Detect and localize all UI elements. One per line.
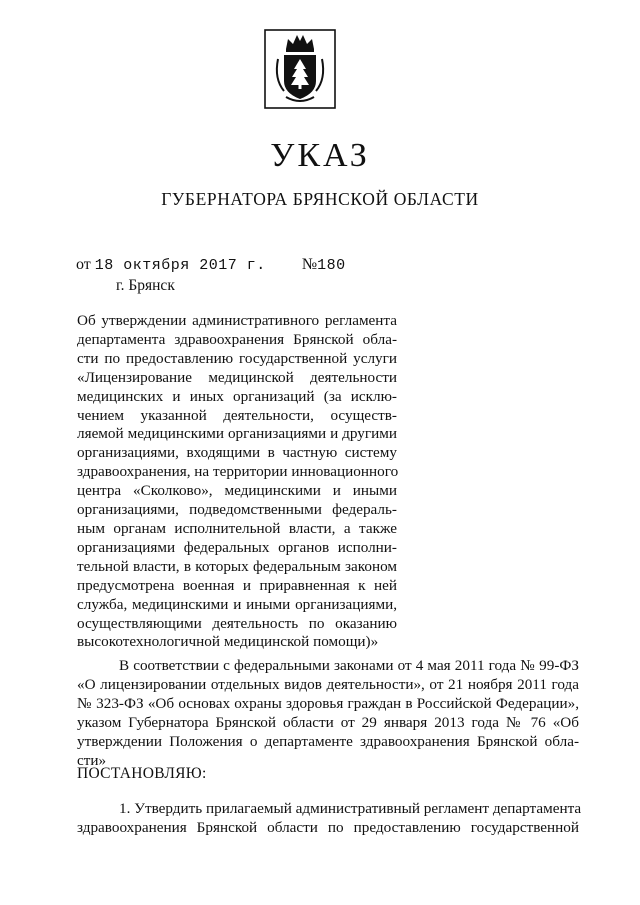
subject-line: осуществляющими деятельность по оказанию <box>77 614 397 632</box>
subject-line: высокотехнологичной медицинской помощи)» <box>77 633 379 651</box>
subject-line: ным органам исполнительной власти, а также <box>77 519 397 537</box>
number-sign: № <box>301 256 318 273</box>
subject-line: организациями, входящими в частную систему <box>77 444 397 462</box>
subject-line: организациями, подведомственными федераль- <box>77 501 397 519</box>
subject-line: здравоохранения, на территории инновационного <box>77 463 399 481</box>
subject-line: центра «Сколково», медицинскими и иными <box>77 482 397 500</box>
preamble-line: сти» <box>77 751 107 769</box>
item-line: здравоохранения Брянской области по предоставлению государственной <box>77 818 579 836</box>
document-title: УКАЗ <box>270 137 370 174</box>
item-1-paragraph <box>77 800 582 838</box>
subject-line: служба, медицинскими и иными организациями, <box>77 595 397 613</box>
decree-number: 180 <box>317 257 346 274</box>
item-line: 1. Утвердить прилагаемый административный регламент департамента <box>119 800 582 817</box>
subject-line: организациями федеральных органов исполни- <box>77 538 397 556</box>
date-value: 18 октября 2017 г. <box>94 257 266 274</box>
preamble-line: «О лицензировании отдельных видов деятельности», от 21 ноября 2011 года <box>77 675 579 693</box>
number-wrap <box>302 256 346 273</box>
decree-word: ПОСТАНОВЛЯЮ: <box>77 765 207 782</box>
city: г. Брянск <box>116 277 175 294</box>
document-subtitle: ГУБЕРНАТОРА БРЯНСКОЙ ОБЛАСТИ <box>161 189 479 209</box>
date-number-line <box>76 255 346 276</box>
preamble-line: утверждении Положения о департаменте здравоохранения Брянской обла- <box>77 732 579 750</box>
preamble-line: № 323-ФЗ «Об основах охраны здоровья граждан в Российской Федерации», <box>77 694 579 712</box>
subject-line: «Лицензирование медицинской деятельности <box>77 368 397 386</box>
subject-line: предусмотрена военная и приравненная к ней <box>77 576 397 594</box>
preamble-line: указом Губернатора Брянской области от 29 января 2013 года № 76 «Об <box>77 713 579 731</box>
subject-line: тельной власти, в которых федеральным законом <box>77 557 397 575</box>
subject-line: чением указанной деятельности, осуществ- <box>77 406 397 424</box>
date-prefix: от <box>76 256 91 273</box>
subject-line: Об утверждении административного регламента <box>77 312 397 329</box>
preamble-paragraph <box>77 657 579 770</box>
decree-subject <box>77 312 397 652</box>
bryansk-coat-of-arms-icon <box>264 29 336 109</box>
subject-line: сти по предоставлению государственной услуги <box>77 349 397 367</box>
preamble-line: В соответствии с федеральными законами от 4 мая 2011 года № 99-ФЗ <box>119 657 579 674</box>
subject-line: департамента здравоохранения Брянской обла- <box>77 330 397 348</box>
subject-line: медицинских и иных организаций (за исклю- <box>77 387 397 405</box>
subject-line: ляемой медицинскими организациями и другими <box>77 425 397 443</box>
